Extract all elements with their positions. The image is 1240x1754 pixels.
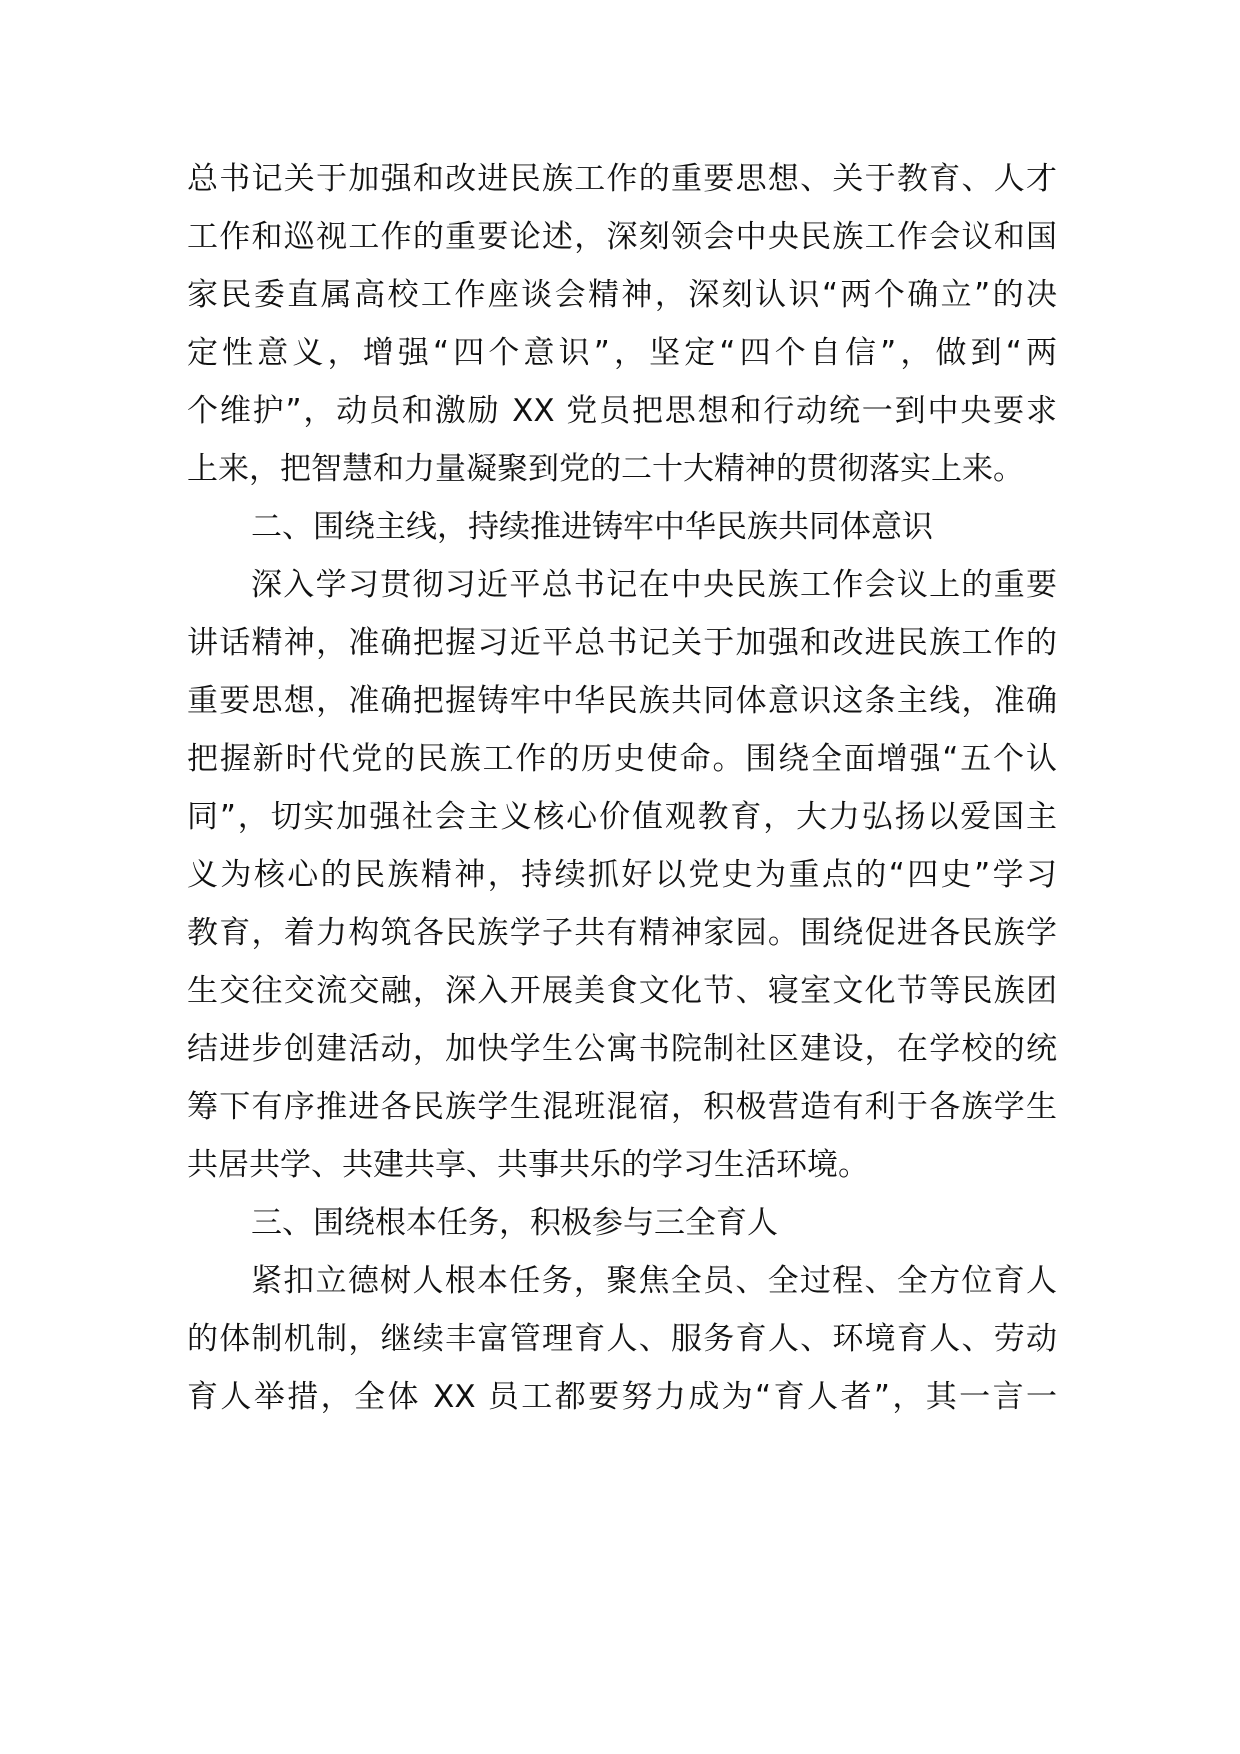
paragraph-1-line-4: 定性意义，增强“四个意识”，坚定“四个自信”，做到“两: [187, 335, 1057, 371]
section-heading-2: 二、围绕主线，持续推进铸牢中华民族共同体意识: [251, 509, 933, 545]
paragraph-2-line-3: 重要思想，准确把握铸牢中华民族共同体意识这条主线，准确: [187, 683, 1057, 719]
paragraph-2-line-1: 深入学习贯彻习近平总书记在中央民族工作会议上的重要: [251, 567, 1057, 603]
paragraph-2-line-7: 教育，着力构筑各民族学子共有精神家园。围绕促进各民族学: [187, 915, 1057, 951]
paragraph-2-line-11: 共居共学、共建共享、共事共乐的学习生活环境。: [187, 1147, 869, 1183]
paragraph-1-line-6: 上来，把智慧和力量凝聚到党的二十大精神的贯彻落实上来。: [187, 451, 1024, 487]
paragraph-2-line-9: 结进步创建活动，加快学生公寓书院制社区建设，在学校的统: [187, 1031, 1057, 1067]
paragraph-2-line-4: 把握新时代党的民族工作的历史使命。围绕全面增强“五个认: [187, 741, 1057, 777]
paragraph-3-line-2: 的体制机制，继续丰富管理育人、服务育人、环境育人、劳动: [187, 1321, 1057, 1357]
paragraph-2-line-6: 义为核心的民族精神，持续抓好以党史为重点的“四史”学习: [187, 857, 1057, 893]
paragraph-2-line-10: 筹下有序推进各民族学生混班混宿，积极营造有利于各族学生: [187, 1089, 1057, 1125]
paragraph-1-line-5: 个维护”，动员和激励 XX 党员把思想和行动统一到中央要求: [187, 393, 1057, 429]
paragraph-1-line-3: 家民委直属高校工作座谈会精神，深刻认识“两个确立”的决: [187, 277, 1057, 313]
paragraph-2-line-5: 同”，切实加强社会主义核心价值观教育，大力弘扬以爱国主: [187, 799, 1057, 835]
paragraph-2-line-8: 生交往交流交融，深入开展美食文化节、寝室文化节等民族团: [187, 973, 1057, 1009]
paragraph-1-line-1: 总书记关于加强和改进民族工作的重要思想、关于教育、人才: [187, 161, 1057, 197]
paragraph-3-line-3: 育人举措，全体 XX 员工都要努力成为“育人者”，其一言一: [187, 1379, 1057, 1415]
section-heading-3: 三、围绕根本任务，积极参与三全育人: [251, 1205, 778, 1241]
paragraph-3-line-1: 紧扣立德树人根本任务，聚焦全员、全过程、全方位育人: [251, 1263, 1057, 1299]
paragraph-2-line-2: 讲话精神，准确把握习近平总书记关于加强和改进民族工作的: [187, 625, 1057, 661]
paragraph-1-line-2: 工作和巡视工作的重要论述，深刻领会中央民族工作会议和国: [187, 219, 1057, 255]
